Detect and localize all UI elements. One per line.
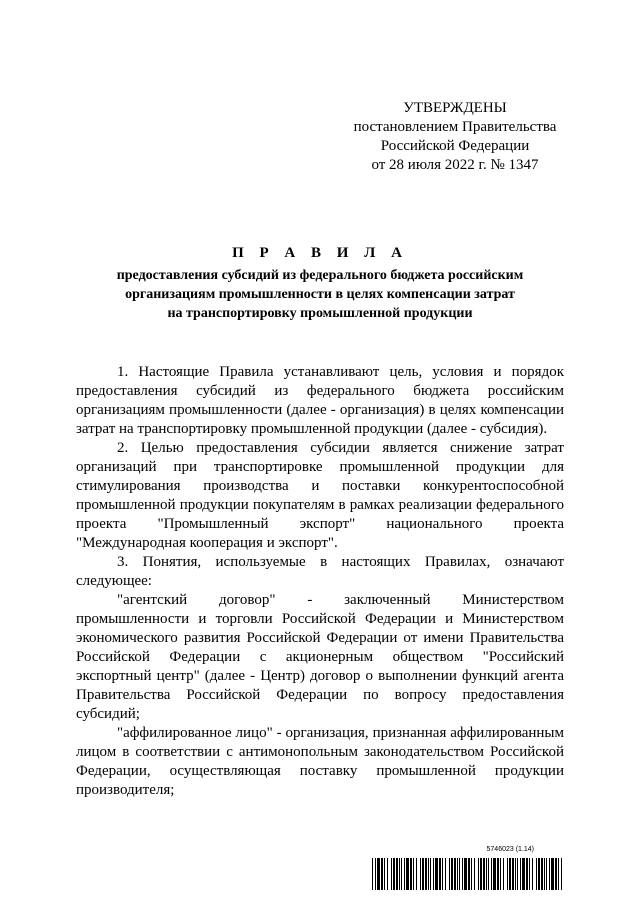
approval-authority: Российской Федерации (380, 138, 530, 154)
definition-affiliated-person: "аффилированное лицо" - организация, признанная аффилированным лицом в соответствии с антимонопольным законодательством Российской Федерации, осуществляющая поставку промышленной продукции производителя; (76, 725, 564, 798)
document-title: П Р А В И Л А (232, 245, 408, 261)
document-code: 5746023 (1.14) (486, 846, 534, 853)
paragraph-1: 1. Настоящие Правила устанавливают цель, условия и порядок предоставления субсидий из федерального бюджета российским организациям промышленности (далее - организация) в целях компенсации затрат на транспортировку промышленной продукции (далее - субсидия). (76, 364, 564, 437)
subtitle-line: организациям промышленности в целях компенсации затрат (125, 287, 515, 302)
subtitle-line: на транспортировку промышленной продукции (167, 306, 473, 321)
approval-decree: постановлением Правительства (353, 119, 557, 135)
document-body (76, 363, 564, 800)
definition-agency-agreement: "агентский договор" - заключенный Министерством промышленности и торговли Российской Федерации и Министерством экономического развития Российской Федерации от имени Правительства Российской Федерации с акционерным обществом "Российский экспортный центр" (далее - Центр) договор о выполнении функций агента Правительства Российской Федерации по вопросу предоставления субсидий; (76, 592, 564, 722)
approval-heading: УТВЕРЖДЕНЫ (403, 100, 507, 116)
paragraph-2: 2. Целью предоставления субсидии является снижение затрат организаций при транспортировке промышленной продукции для стимулирования производства и поставки конкурентоспособной промышленной продукции покупателям в рамках реализации федерального проекта "Промышленный экспорт" национального проекта "Международная кооперация и экспорт". (76, 440, 564, 551)
approval-date-number: от 28 июля 2022 г. № 1347 (371, 157, 539, 173)
barcode-icon (372, 858, 562, 890)
paragraph-3: 3. Понятия, используемые в настоящих Правилах, означают следующее: (76, 554, 564, 589)
subtitle-line: предоставления субсидий из федерального бюджета российским (116, 268, 524, 283)
document-footer (372, 846, 562, 890)
document-subtitle (60, 266, 580, 323)
approval-block (330, 99, 580, 175)
